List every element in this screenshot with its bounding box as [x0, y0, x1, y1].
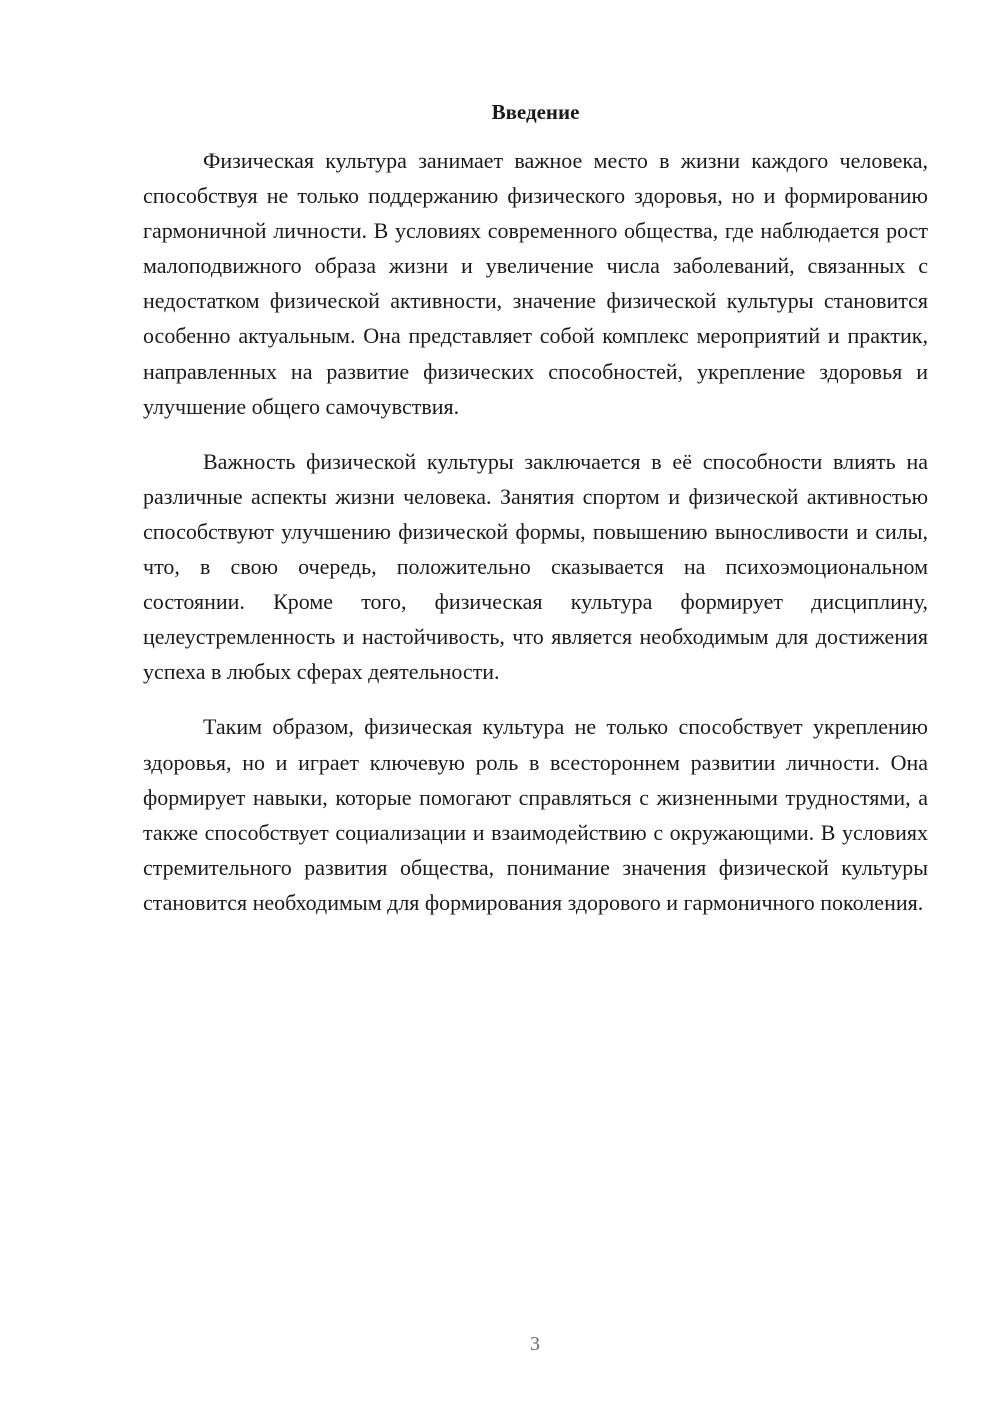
paragraph-2: Важность физической культуры заключается в её способности влиять на различные аспекты жизни человека. Занятия спортом и физической активностью способствуют улучшению физической формы, повышению выносливости и силы, что, в свою очередь, положительно сказывается на психоэмоциональном состоянии. Кроме того, физическая культура формирует дисциплину, целеустремленность и настойчивость, что является необходимым для достижения успеха в любых сферах деятельности.	[143, 448, 928, 685]
section-heading: Введение	[491, 100, 580, 124]
paragraph-1: Физическая культура занимает важное место в жизни каждого человека, способствуя не только поддержанию физического здоровья, но и формированию гармоничной личности. В условиях современного общества, где наблюдается рост малоподвижного образа жизни и увеличение числа заболеваний, связанных с недостатком физической активности, значение физической культуры становится особенно актуальным. Она представляет собой комплекс мероприятий и практик, направленных на развитие физических способностей, укрепление здоровья и улучшение общего самочувствия.	[143, 148, 928, 419]
page-number: 3	[530, 1333, 540, 1355]
body-text	[143, 143, 928, 940]
paragraph-3: Таким образом, физическая культура не только способствует укреплению здоровья, но и играет ключевую роль в всестороннем развитии личности. Она формирует навыки, которые помогают справляться с жизненными трудностями, а также способствует социализации и взаимодействию с окружающими. В условиях стремительного развития общества, понимание значения физической культуры становится необходимым для формирования здорового и гармоничного поколения.	[143, 714, 928, 915]
